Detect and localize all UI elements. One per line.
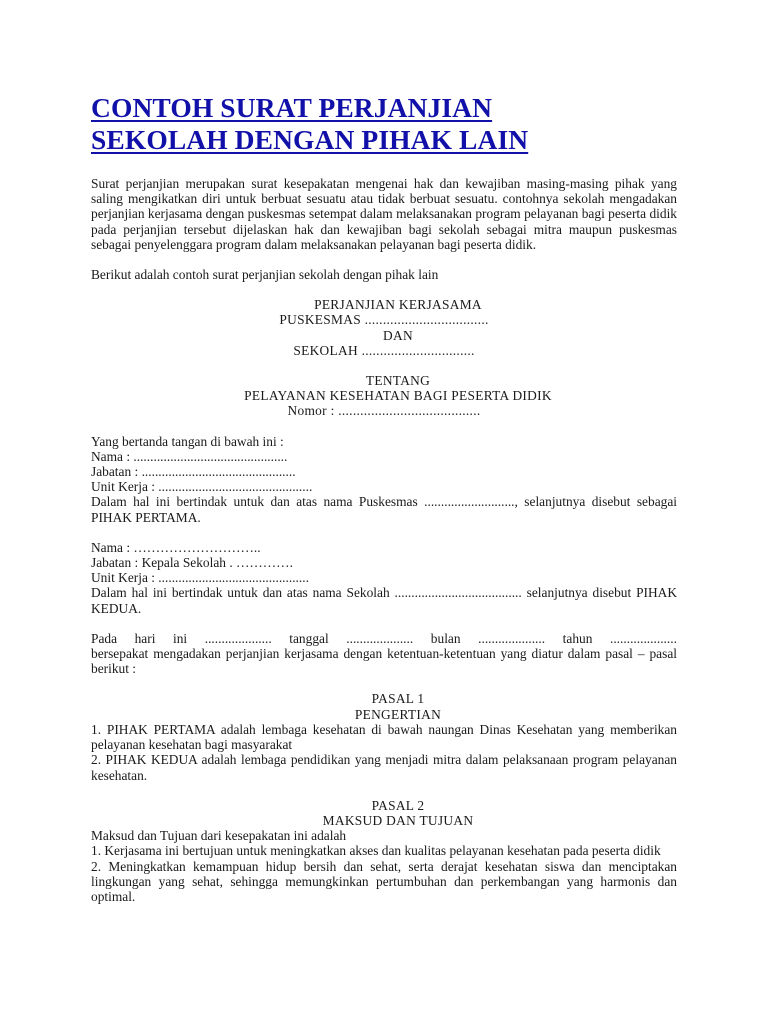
spacer [91, 676, 677, 691]
sekolah-line: SEKOLAH ............................... [293, 342, 475, 358]
party-one-nama: Nama : .............................................. [91, 448, 288, 464]
tentang-line: TENTANG [365, 373, 431, 389]
pasal-2-subheading: MAKSUD DAN TUJUAN [322, 812, 474, 828]
month-blank: .................... [478, 630, 546, 646]
party-two-jabatan: Jabatan : Kepala Sekolah . …………. [91, 555, 293, 571]
spacer [91, 358, 677, 373]
spacer [91, 783, 677, 798]
date-line [91, 631, 677, 646]
pasal-1-subheading: PENGERTIAN [354, 706, 442, 722]
subject-block [91, 373, 677, 419]
party-two-nama: Nama : ……………………….. [91, 539, 261, 555]
party-two-statement: Dalam hal ini bertindak untuk dan atas nama Sekolah ...................................... selanjutnya disebut PIHAK KEDUA. [91, 585, 677, 616]
dan-line: DAN [383, 327, 413, 343]
date-word: tahun [562, 630, 593, 646]
agreement-header-block [91, 297, 677, 358]
document-page [91, 92, 677, 904]
pasal-2-item: 1. Kerjasama ini bertujuan untuk meningkatkan akses dan kualitas pelayanan kesehatan pada peserta didik [91, 843, 661, 859]
agreement-date-section [91, 631, 677, 677]
pasal-1-item: 1. PIHAK PERTAMA adalah lembaga kesehatan di bawah naungan Dinas Kesehatan yang memberikan pelayanan kesehatan bagi masyarakat [91, 721, 677, 753]
date-word: bulan [430, 630, 461, 646]
spacer [91, 525, 677, 540]
day-blank: .................... [204, 630, 272, 646]
pasal-2-section [91, 798, 677, 904]
date-blank: .................... [346, 630, 414, 646]
nomor-line: Nomor : ....................................... [287, 403, 481, 419]
party-one-statement: Dalam hal ini bertindak untuk dan atas nama Puskesmas ..........................., selanjutnya disebut sebagai PIHAK PERTAMA. [91, 494, 677, 525]
agreement-continuation: bersepakat mengadakan perjanjian kerjasama dengan ketentuan-ketentuan yang diatur dalam pasal – pasal berikut : [91, 646, 677, 677]
pasal-2-intro: Maksud dan Tujuan dari kesepakatan ini adalah [91, 828, 347, 844]
pasal-2-heading: PASAL 2 [371, 797, 425, 813]
intro-paragraph: Surat perjanjian merupakan surat kesepakatan mengenai hak dan kewajiban masing-masing pihak yang saling mengikatkan diri untuk berbuat sesuatu atau tidak berbuat sesuatu. contohnya sekolah mengadakan perjanjian kerjasama dengan puskesmas setempat dalam melaksanakan program pelayanan bagi peserta didik pada perjanjian tersebut dijelaskan hak dan kewajiban bagi sekolah sebagai mitra maupun puskesmas sebagai penyelenggara program dalam melaksanakan pelayanan bagi peserta didik. [91, 176, 677, 252]
party-two-section [91, 540, 677, 616]
year-blank: .................... [609, 630, 677, 646]
party-one-section [91, 434, 677, 525]
pasal-1-item: 2. PIHAK KEDUA adalah lembaga pendidikan yang menjadi mitra dalam pelaksanaan program pelayanan kesehatan. [91, 752, 677, 783]
pasal-2-item: 2. Meningkatkan kemampuan hidup bersih dan sehat, serta derajat kesehatan siswa dan menciptakan lingkungan yang sehat, sehingga memungkinkan pertumbuhan dan perkembangan yang harmonis dan optimal. [91, 858, 677, 904]
date-word: tanggal [289, 630, 329, 646]
puskesmas-line: PUSKESMAS .................................. [279, 312, 489, 328]
title-line-2[interactable]: SEKOLAH DENGAN PIHAK LAIN [91, 124, 529, 155]
subject-title: PELAYANAN KESEHATAN BAGI PESERTA DIDIK [244, 388, 552, 404]
spacer [91, 419, 677, 434]
pasal-1-section [91, 691, 677, 782]
signatory-intro: Yang bertanda tangan di bawah ini : [91, 433, 284, 449]
pasal-1-heading: PASAL 1 [371, 691, 425, 707]
title-line-1[interactable]: CONTOH SURAT PERJANJIAN [91, 92, 493, 123]
spacer [91, 282, 677, 297]
date-word: Pada [91, 630, 118, 646]
party-two-unit-kerja: Unit Kerja : ............................................. [91, 570, 309, 586]
lead-in-text: Berikut adalah contoh surat perjanjian sekolah dengan pihak lain [91, 267, 439, 283]
agreement-heading: PERJANJIAN KERJASAMA [314, 297, 482, 313]
document-title[interactable] [91, 92, 677, 156]
date-word: ini [173, 630, 188, 646]
date-word: hari [134, 630, 156, 646]
party-one-unit-kerja: Unit Kerja : .............................................. [91, 479, 313, 495]
spacer [91, 252, 677, 267]
spacer [91, 616, 677, 631]
party-one-jabatan: Jabatan : .............................................. [91, 464, 296, 480]
